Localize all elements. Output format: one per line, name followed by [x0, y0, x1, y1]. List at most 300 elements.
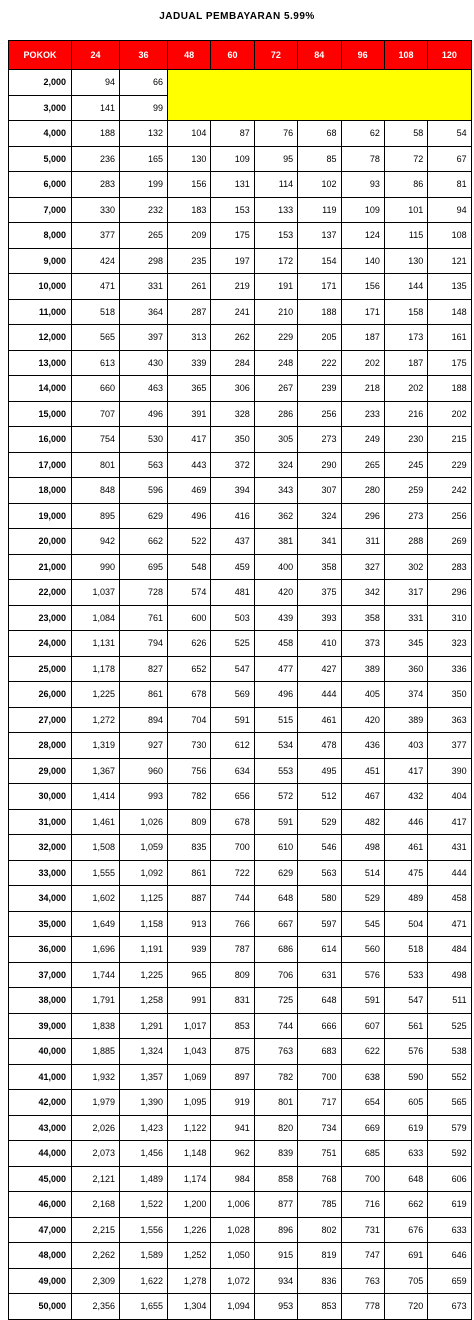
payment-cell: 171	[298, 274, 341, 300]
payment-cell: 1,838	[72, 1013, 120, 1039]
payment-cell: 1,791	[72, 988, 120, 1014]
payment-cell: 262	[211, 325, 254, 351]
payment-cell: 831	[211, 988, 254, 1014]
payment-cell: 809	[168, 809, 211, 835]
payment-cell: 590	[384, 1064, 427, 1090]
payment-cell: 446	[384, 809, 427, 835]
payment-cell: 565	[72, 325, 120, 351]
payment-cell: 256	[298, 401, 341, 427]
principal-cell: 46,000	[9, 1192, 72, 1218]
table-body	[9, 70, 472, 1320]
payment-cell: 993	[120, 784, 168, 810]
payment-cell: 659	[428, 1268, 471, 1294]
payment-cell: 68	[298, 121, 341, 147]
table-row	[9, 1115, 472, 1141]
table-row	[9, 758, 472, 784]
payment-cell: 362	[254, 503, 297, 529]
payment-cell: 2,356	[72, 1294, 120, 1320]
payment-cell: 364	[120, 299, 168, 325]
payment-cell: 410	[298, 631, 341, 657]
table-row	[9, 1039, 472, 1065]
payment-cell: 646	[428, 1243, 471, 1269]
payment-cell: 563	[120, 452, 168, 478]
payment-cell: 311	[341, 529, 384, 555]
payment-cell: 503	[211, 605, 254, 631]
payment-cell: 722	[211, 860, 254, 886]
payment-cell: 700	[298, 1064, 341, 1090]
payment-cell: 175	[211, 223, 254, 249]
payment-cell: 482	[341, 809, 384, 835]
principal-cell: 43,000	[9, 1115, 72, 1141]
table-row	[9, 1243, 472, 1269]
table-row	[9, 656, 472, 682]
payment-cell: 2,309	[72, 1268, 120, 1294]
principal-cell: 24,000	[9, 631, 72, 657]
payment-cell: 1,043	[168, 1039, 211, 1065]
payment-cell: 187	[384, 350, 427, 376]
principal-cell: 3,000	[9, 95, 72, 121]
payment-cell: 1,017	[168, 1013, 211, 1039]
table-row	[9, 1294, 472, 1320]
payment-cell: 887	[168, 886, 211, 912]
principal-cell: 14,000	[9, 376, 72, 402]
principal-cell: 18,000	[9, 478, 72, 504]
payment-cell: 529	[298, 809, 341, 835]
payment-cell: 678	[211, 809, 254, 835]
payment-cell: 1,489	[120, 1166, 168, 1192]
payment-cell: 2,121	[72, 1166, 120, 1192]
principal-cell: 30,000	[9, 784, 72, 810]
payment-cell: 801	[254, 1090, 297, 1116]
table-row	[9, 707, 472, 733]
payment-cell: 374	[384, 682, 427, 708]
payment-cell: 960	[120, 758, 168, 784]
payment-cell: 489	[384, 886, 427, 912]
payment-cell: 1,092	[120, 860, 168, 886]
payment-cell: 475	[384, 860, 427, 886]
payment-cell: 245	[384, 452, 427, 478]
payment-cell: 389	[384, 707, 427, 733]
payment-cell: 572	[254, 784, 297, 810]
payment-cell: 94	[72, 70, 120, 96]
payment-cell: 695	[120, 554, 168, 580]
payment-cell: 1,390	[120, 1090, 168, 1116]
payment-cell: 108	[428, 223, 471, 249]
payment-cell: 965	[168, 962, 211, 988]
payment-cell: 86	[384, 172, 427, 198]
payment-cell: 458	[428, 886, 471, 912]
table-row	[9, 376, 472, 402]
column-header-120: 120	[428, 41, 471, 70]
payment-cell: 652	[168, 656, 211, 682]
table-row	[9, 835, 472, 861]
payment-cell: 592	[428, 1141, 471, 1167]
payment-cell: 469	[168, 478, 211, 504]
payment-cell: 915	[254, 1243, 297, 1269]
payment-cell: 848	[72, 478, 120, 504]
table-row	[9, 554, 472, 580]
payment-cell: 877	[254, 1192, 297, 1218]
payment-cell: 172	[254, 248, 297, 274]
payment-cell: 607	[341, 1013, 384, 1039]
principal-cell: 22,000	[9, 580, 72, 606]
payment-cell: 744	[254, 1013, 297, 1039]
payment-cell: 576	[384, 1039, 427, 1065]
payment-cell: 265	[341, 452, 384, 478]
principal-cell: 45,000	[9, 1166, 72, 1192]
principal-cell: 15,000	[9, 401, 72, 427]
payment-cell: 188	[298, 299, 341, 325]
payment-table	[8, 40, 472, 1320]
payment-cell: 530	[120, 427, 168, 453]
principal-cell: 47,000	[9, 1217, 72, 1243]
payment-cell: 342	[341, 580, 384, 606]
payment-cell: 518	[72, 299, 120, 325]
payment-cell: 1,095	[168, 1090, 211, 1116]
payment-cell: 580	[298, 886, 341, 912]
payment-cell: 219	[211, 274, 254, 300]
table-row	[9, 325, 472, 351]
payment-cell: 728	[120, 580, 168, 606]
table-row	[9, 682, 472, 708]
column-header-principal: POKOK	[9, 41, 72, 70]
payment-cell: 363	[428, 707, 471, 733]
payment-cell: 612	[211, 733, 254, 759]
payment-cell: 667	[254, 911, 297, 937]
payment-cell: 546	[298, 835, 341, 861]
payment-cell: 229	[254, 325, 297, 351]
payment-cell: 156	[341, 274, 384, 300]
payment-cell: 230	[384, 427, 427, 453]
payment-cell: 934	[254, 1268, 297, 1294]
payment-cell: 984	[211, 1166, 254, 1192]
payment-cell: 875	[211, 1039, 254, 1065]
payment-cell: 990	[72, 554, 120, 580]
payment-cell: 614	[298, 937, 341, 963]
payment-cell: 288	[384, 529, 427, 555]
payment-cell: 725	[254, 988, 297, 1014]
payment-cell: 327	[341, 554, 384, 580]
principal-cell: 28,000	[9, 733, 72, 759]
payment-cell: 477	[254, 656, 297, 682]
principal-cell: 42,000	[9, 1090, 72, 1116]
payment-cell: 730	[168, 733, 211, 759]
payment-cell: 809	[211, 962, 254, 988]
payment-cell: 1,324	[120, 1039, 168, 1065]
payment-cell: 345	[384, 631, 427, 657]
payment-cell: 747	[341, 1243, 384, 1269]
table-row	[9, 1013, 472, 1039]
payment-cell: 296	[341, 503, 384, 529]
payment-cell: 1,461	[72, 809, 120, 835]
table-row	[9, 860, 472, 886]
payment-cell: 756	[168, 758, 211, 784]
payment-cell: 336	[428, 656, 471, 682]
payment-cell: 302	[384, 554, 427, 580]
payment-cell: 94	[428, 197, 471, 223]
payment-cell: 1,200	[168, 1192, 211, 1218]
payment-cell: 610	[254, 835, 297, 861]
payment-cell: 2,262	[72, 1243, 120, 1269]
table-row	[9, 605, 472, 631]
payment-cell: 685	[341, 1141, 384, 1167]
principal-cell: 11,000	[9, 299, 72, 325]
payment-cell: 87	[211, 121, 254, 147]
payment-cell: 377	[428, 733, 471, 759]
payment-cell: 633	[428, 1217, 471, 1243]
payment-cell: 763	[254, 1039, 297, 1065]
payment-cell: 197	[211, 248, 254, 274]
payment-cell: 478	[298, 733, 341, 759]
payment-cell: 199	[120, 172, 168, 198]
principal-cell: 29,000	[9, 758, 72, 784]
column-header-36: 36	[120, 41, 168, 70]
payment-cell: 894	[120, 707, 168, 733]
table-row	[9, 1192, 472, 1218]
payment-cell: 444	[298, 682, 341, 708]
payment-cell: 700	[211, 835, 254, 861]
payment-cell: 648	[384, 1166, 427, 1192]
payment-cell: 561	[384, 1013, 427, 1039]
payment-cell: 431	[428, 835, 471, 861]
payment-cell: 331	[384, 605, 427, 631]
payment-cell: 202	[384, 376, 427, 402]
payment-cell: 1,319	[72, 733, 120, 759]
payment-cell: 511	[428, 988, 471, 1014]
principal-cell: 41,000	[9, 1064, 72, 1090]
payment-cell: 306	[211, 376, 254, 402]
payment-cell: 591	[254, 809, 297, 835]
payment-cell: 734	[298, 1115, 341, 1141]
payment-cell: 1,225	[120, 962, 168, 988]
payment-cell: 233	[341, 401, 384, 427]
payment-cell: 54	[428, 121, 471, 147]
payment-cell: 766	[211, 911, 254, 937]
payment-cell: 705	[384, 1268, 427, 1294]
payment-cell: 782	[168, 784, 211, 810]
payment-cell: 761	[120, 605, 168, 631]
payment-cell: 778	[341, 1294, 384, 1320]
table-row	[9, 1141, 472, 1167]
payment-cell: 183	[168, 197, 211, 223]
payment-cell: 1,414	[72, 784, 120, 810]
principal-cell: 6,000	[9, 172, 72, 198]
principal-cell: 9,000	[9, 248, 72, 274]
payment-cell: 496	[120, 401, 168, 427]
payment-cell: 504	[384, 911, 427, 937]
table-row	[9, 452, 472, 478]
payment-cell: 397	[120, 325, 168, 351]
payment-cell: 648	[298, 988, 341, 1014]
payment-cell: 439	[254, 605, 297, 631]
payment-cell: 2,168	[72, 1192, 120, 1218]
payment-cell: 132	[120, 121, 168, 147]
payment-cell: 716	[341, 1192, 384, 1218]
payment-cell: 205	[298, 325, 341, 351]
payment-cell: 547	[211, 656, 254, 682]
payment-cell: 235	[168, 248, 211, 274]
table-row	[9, 223, 472, 249]
payment-cell: 76	[254, 121, 297, 147]
principal-cell: 8,000	[9, 223, 72, 249]
payment-cell: 720	[384, 1294, 427, 1320]
payment-cell: 1,367	[72, 758, 120, 784]
payment-cell: 1,932	[72, 1064, 120, 1090]
payment-cell: 296	[428, 580, 471, 606]
payment-cell: 1,158	[120, 911, 168, 937]
payment-cell: 1,555	[72, 860, 120, 886]
column-header-24: 24	[72, 41, 120, 70]
payment-cell: 896	[254, 1217, 297, 1243]
payment-cell: 459	[211, 554, 254, 580]
payment-cell: 538	[428, 1039, 471, 1065]
payment-cell: 202	[341, 350, 384, 376]
payment-cell: 377	[72, 223, 120, 249]
payment-cell: 1,304	[168, 1294, 211, 1320]
payment-cell: 1,589	[120, 1243, 168, 1269]
payment-cell: 619	[384, 1115, 427, 1141]
table-row	[9, 1064, 472, 1090]
payment-cell: 158	[384, 299, 427, 325]
payment-cell: 191	[254, 274, 297, 300]
payment-cell: 373	[341, 631, 384, 657]
payment-cell: 839	[254, 1141, 297, 1167]
payment-cell: 1,291	[120, 1013, 168, 1039]
payment-cell: 95	[254, 146, 297, 172]
payment-cell: 416	[211, 503, 254, 529]
payment-cell: 133	[254, 197, 297, 223]
payment-cell: 458	[254, 631, 297, 657]
payment-cell: 553	[254, 758, 297, 784]
payment-cell: 827	[120, 656, 168, 682]
payment-cell: 673	[428, 1294, 471, 1320]
payment-cell: 2,073	[72, 1141, 120, 1167]
payment-cell: 267	[254, 376, 297, 402]
payment-cell: 290	[298, 452, 341, 478]
payment-cell: 638	[341, 1064, 384, 1090]
principal-cell: 44,000	[9, 1141, 72, 1167]
payment-cell: 229	[428, 452, 471, 478]
payment-cell: 656	[211, 784, 254, 810]
table-row	[9, 631, 472, 657]
payment-cell: 424	[72, 248, 120, 274]
payment-cell: 1,357	[120, 1064, 168, 1090]
payment-cell: 1,050	[211, 1243, 254, 1269]
payment-cell: 372	[211, 452, 254, 478]
payment-cell: 72	[384, 146, 427, 172]
payment-cell: 269	[428, 529, 471, 555]
payment-cell: 518	[384, 937, 427, 963]
payment-cell: 444	[428, 860, 471, 886]
payment-cell: 600	[168, 605, 211, 631]
payment-cell: 358	[341, 605, 384, 631]
payment-cell: 660	[72, 376, 120, 402]
table-row	[9, 299, 472, 325]
table-row	[9, 172, 472, 198]
table-row	[9, 886, 472, 912]
principal-cell: 21,000	[9, 554, 72, 580]
payment-cell: 115	[384, 223, 427, 249]
payment-cell: 187	[341, 325, 384, 351]
table-title: JADUAL PEMBAYARAN 5.99%	[159, 11, 315, 22]
table-row	[9, 427, 472, 453]
payment-cell: 102	[298, 172, 341, 198]
payment-cell: 432	[384, 784, 427, 810]
payment-cell: 962	[211, 1141, 254, 1167]
payment-cell: 484	[428, 937, 471, 963]
payment-cell: 188	[428, 376, 471, 402]
unavailable-terms-highlight	[168, 70, 472, 121]
payment-cell: 350	[428, 682, 471, 708]
payment-cell: 626	[168, 631, 211, 657]
payment-cell: 323	[428, 631, 471, 657]
payment-cell: 261	[168, 274, 211, 300]
payment-cell: 666	[298, 1013, 341, 1039]
payment-cell: 496	[254, 682, 297, 708]
payment-cell: 552	[428, 1064, 471, 1090]
payment-cell: 991	[168, 988, 211, 1014]
payment-cell: 853	[211, 1013, 254, 1039]
payment-cell: 533	[384, 962, 427, 988]
payment-cell: 273	[384, 503, 427, 529]
payment-cell: 121	[428, 248, 471, 274]
payment-cell: 927	[120, 733, 168, 759]
payment-cell: 461	[384, 835, 427, 861]
principal-cell: 48,000	[9, 1243, 72, 1269]
payment-cell: 676	[384, 1217, 427, 1243]
payment-cell: 242	[428, 478, 471, 504]
payment-cell: 1,258	[120, 988, 168, 1014]
payment-cell: 704	[168, 707, 211, 733]
payment-cell: 942	[72, 529, 120, 555]
principal-cell: 26,000	[9, 682, 72, 708]
table-row	[9, 809, 472, 835]
payment-cell: 358	[298, 554, 341, 580]
payment-cell: 622	[341, 1039, 384, 1065]
payment-cell: 130	[168, 146, 211, 172]
payment-cell: 1,225	[72, 682, 120, 708]
payment-cell: 1,059	[120, 835, 168, 861]
payment-cell: 283	[428, 554, 471, 580]
payment-cell: 633	[384, 1141, 427, 1167]
payment-cell: 953	[254, 1294, 297, 1320]
payment-cell: 686	[254, 937, 297, 963]
payment-cell: 1,508	[72, 835, 120, 861]
principal-cell: 50,000	[9, 1294, 72, 1320]
payment-cell: 405	[341, 682, 384, 708]
payment-cell: 1,696	[72, 937, 120, 963]
payment-cell: 563	[298, 860, 341, 886]
principal-cell: 10,000	[9, 274, 72, 300]
payment-cell: 391	[168, 401, 211, 427]
payment-cell: 897	[211, 1064, 254, 1090]
payment-cell: 512	[298, 784, 341, 810]
payment-cell: 298	[120, 248, 168, 274]
payment-cell: 467	[341, 784, 384, 810]
payment-cell: 360	[384, 656, 427, 682]
payment-cell: 175	[428, 350, 471, 376]
payment-cell: 2,026	[72, 1115, 120, 1141]
payment-cell: 153	[211, 197, 254, 223]
payment-cell: 393	[298, 605, 341, 631]
payment-cell: 744	[211, 886, 254, 912]
payment-cell: 135	[428, 274, 471, 300]
payment-cell: 605	[384, 1090, 427, 1116]
payment-cell: 498	[428, 962, 471, 988]
column-header-60: 60	[211, 41, 254, 70]
payment-cell: 417	[384, 758, 427, 784]
payment-cell: 1,069	[168, 1064, 211, 1090]
